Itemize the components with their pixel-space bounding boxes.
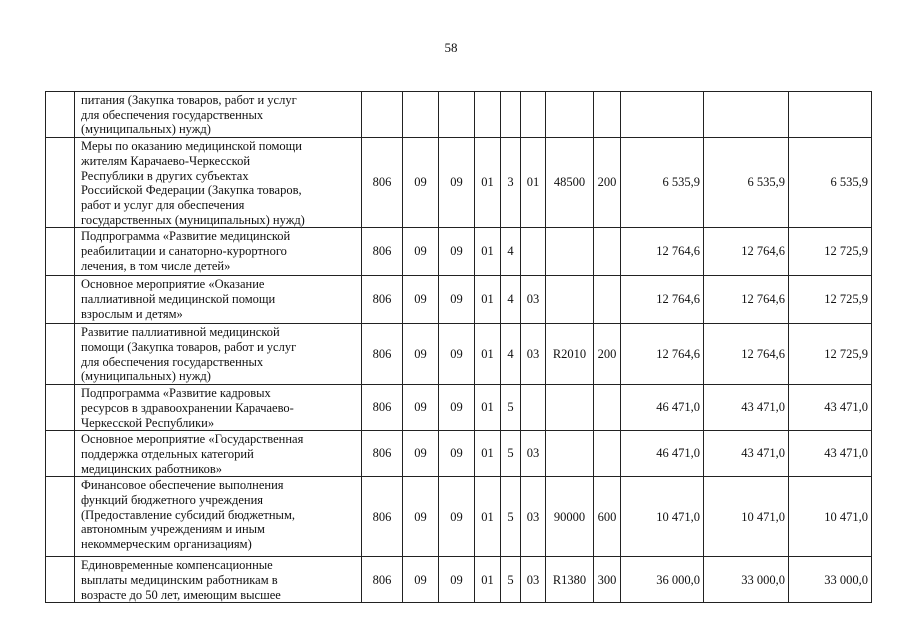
- ministry-code-cell: 806: [362, 138, 403, 228]
- amount-year-3-cell: 43 471,0: [789, 385, 872, 431]
- subsection-code-cell: 09: [439, 385, 475, 431]
- section-code-cell: [403, 92, 439, 138]
- section-code-cell: 09: [403, 385, 439, 431]
- amount-year-2-cell: 43 471,0: [704, 431, 789, 477]
- blank-cell: [46, 324, 75, 385]
- section-code-cell: 09: [403, 324, 439, 385]
- ministry-code-cell: 806: [362, 385, 403, 431]
- name-cell: [75, 431, 362, 477]
- budget-table: [45, 91, 872, 603]
- row-label: Меры по оказанию медицинской помощи жителям Карачаево-Черкесской Республики в других субъектах Российской Федерации (Закупка товаров, работ и услуг для обеспечения государственных (муниципальных) нужд): [81, 139, 305, 227]
- subsection-code-cell: 09: [439, 228, 475, 276]
- table-row: [46, 92, 872, 138]
- amount-year-1-cell: 12 764,6: [621, 228, 704, 276]
- row-label: Подпрограмма «Развитие кадровых ресурсов в здравоохранении Карачаево- Черкесской Республики»: [81, 386, 294, 430]
- subsection-code-cell: [439, 92, 475, 138]
- blank-cell: [46, 477, 75, 557]
- expense-type-cell: 200: [594, 324, 621, 385]
- table-row: [46, 276, 872, 324]
- ministry-code-cell: 806: [362, 324, 403, 385]
- name-cell: [75, 324, 362, 385]
- row-label: Единовременные компенсационные выплаты медицинским работникам в возрасте до 50 лет, имеющим высшее: [81, 558, 281, 602]
- amount-year-3-cell: 6 535,9: [789, 138, 872, 228]
- row-label: Развитие паллиативной медицинской помощи (Закупка товаров, работ и услуг для обеспечения государственных (муниципальных) нужд): [81, 325, 297, 384]
- program-code-cell: 01: [475, 276, 501, 324]
- direction-code-cell: [546, 92, 594, 138]
- ministry-code-cell: 806: [362, 228, 403, 276]
- direction-code-cell: [546, 228, 594, 276]
- direction-code-cell: 48500: [546, 138, 594, 228]
- subprogram-code-cell: 5: [501, 431, 521, 477]
- expense-type-cell: [594, 92, 621, 138]
- section-code-cell: 09: [403, 477, 439, 557]
- expense-type-cell: [594, 431, 621, 477]
- amount-year-2-cell: 6 535,9: [704, 138, 789, 228]
- subprogram-code-cell: 4: [501, 276, 521, 324]
- section-code-cell: 09: [403, 228, 439, 276]
- table-row: [46, 138, 872, 228]
- subprogram-code-cell: 4: [501, 228, 521, 276]
- blank-cell: [46, 92, 75, 138]
- name-cell: [75, 92, 362, 138]
- name-cell: [75, 385, 362, 431]
- amount-year-1-cell: 46 471,0: [621, 385, 704, 431]
- subsection-code-cell: 09: [439, 276, 475, 324]
- ministry-code-cell: 806: [362, 431, 403, 477]
- subsection-code-cell: 09: [439, 324, 475, 385]
- amount-year-1-cell: [621, 92, 704, 138]
- amount-year-1-cell: 46 471,0: [621, 431, 704, 477]
- subprogram-code-cell: 5: [501, 557, 521, 603]
- ministry-code-cell: [362, 92, 403, 138]
- table-row: [46, 477, 872, 557]
- ministry-code-cell: 806: [362, 477, 403, 557]
- blank-cell: [46, 385, 75, 431]
- amount-year-3-cell: 10 471,0: [789, 477, 872, 557]
- blank-cell: [46, 228, 75, 276]
- amount-year-3-cell: 33 000,0: [789, 557, 872, 603]
- section-code-cell: 09: [403, 431, 439, 477]
- amount-year-1-cell: 6 535,9: [621, 138, 704, 228]
- ministry-code-cell: 806: [362, 557, 403, 603]
- expense-type-cell: 200: [594, 138, 621, 228]
- amount-year-1-cell: 12 764,6: [621, 324, 704, 385]
- row-label: Основное мероприятие «Оказание паллиативной медицинской помощи взрослым и детям»: [81, 277, 276, 321]
- row-label: питания (Закупка товаров, работ и услуг для обеспечения государственных (муниципальных) нужд): [81, 93, 297, 137]
- subprogram-code-cell: [501, 92, 521, 138]
- event-code-cell: 03: [521, 324, 546, 385]
- blank-cell: [46, 431, 75, 477]
- program-code-cell: 01: [475, 431, 501, 477]
- amount-year-3-cell: 12 725,9: [789, 324, 872, 385]
- direction-code-cell: [546, 431, 594, 477]
- event-code-cell: 03: [521, 477, 546, 557]
- event-code-cell: [521, 228, 546, 276]
- subprogram-code-cell: 5: [501, 477, 521, 557]
- name-cell: [75, 557, 362, 603]
- program-code-cell: 01: [475, 385, 501, 431]
- blank-cell: [46, 557, 75, 603]
- expense-type-cell: [594, 228, 621, 276]
- name-cell: [75, 276, 362, 324]
- event-code-cell: [521, 385, 546, 431]
- table-row: [46, 431, 872, 477]
- table-row: [46, 324, 872, 385]
- blank-cell: [46, 276, 75, 324]
- amount-year-2-cell: 12 764,6: [704, 228, 789, 276]
- expense-type-cell: [594, 385, 621, 431]
- expense-type-cell: 300: [594, 557, 621, 603]
- table-body: [46, 92, 872, 603]
- subprogram-code-cell: 5: [501, 385, 521, 431]
- amount-year-2-cell: 12 764,6: [704, 324, 789, 385]
- amount-year-1-cell: 10 471,0: [621, 477, 704, 557]
- event-code-cell: 01: [521, 138, 546, 228]
- amount-year-2-cell: 12 764,6: [704, 276, 789, 324]
- table-row: [46, 557, 872, 603]
- expense-type-cell: 600: [594, 477, 621, 557]
- direction-code-cell: [546, 276, 594, 324]
- subsection-code-cell: 09: [439, 557, 475, 603]
- table-row: [46, 228, 872, 276]
- program-code-cell: 01: [475, 324, 501, 385]
- row-label: Финансовое обеспечение выполнения функций бюджетного учреждения (Предоставление субсидий бюджетным, автономным учреждениям и иным некоммерческим организациям): [81, 478, 295, 552]
- blank-cell: [46, 138, 75, 228]
- event-code-cell: [521, 92, 546, 138]
- amount-year-2-cell: 33 000,0: [704, 557, 789, 603]
- amount-year-2-cell: 10 471,0: [704, 477, 789, 557]
- amount-year-3-cell: [789, 92, 872, 138]
- direction-code-cell: [546, 385, 594, 431]
- amount-year-3-cell: 12 725,9: [789, 228, 872, 276]
- page-number: 58: [444, 40, 458, 55]
- amount-year-1-cell: 12 764,6: [621, 276, 704, 324]
- subprogram-code-cell: 3: [501, 138, 521, 228]
- event-code-cell: 03: [521, 276, 546, 324]
- name-cell: [75, 477, 362, 557]
- row-label: Основное мероприятие «Государственная поддержка отдельных категорий медицинских работников»: [81, 432, 304, 476]
- expense-type-cell: [594, 276, 621, 324]
- amount-year-3-cell: 12 725,9: [789, 276, 872, 324]
- section-code-cell: 09: [403, 557, 439, 603]
- program-code-cell: [475, 92, 501, 138]
- subsection-code-cell: 09: [439, 477, 475, 557]
- row-label: Подпрограмма «Развитие медицинской реабилитации и санаторно-курортного лечения, в том числе детей»: [81, 229, 291, 273]
- direction-code-cell: R1380: [546, 557, 594, 603]
- amount-year-2-cell: [704, 92, 789, 138]
- amount-year-2-cell: 43 471,0: [704, 385, 789, 431]
- event-code-cell: 03: [521, 557, 546, 603]
- subprogram-code-cell: 4: [501, 324, 521, 385]
- name-cell: [75, 138, 362, 228]
- direction-code-cell: 90000: [546, 477, 594, 557]
- subsection-code-cell: 09: [439, 431, 475, 477]
- amount-year-1-cell: 36 000,0: [621, 557, 704, 603]
- amount-year-3-cell: 43 471,0: [789, 431, 872, 477]
- program-code-cell: 01: [475, 138, 501, 228]
- ministry-code-cell: 806: [362, 276, 403, 324]
- name-cell: [75, 228, 362, 276]
- program-code-cell: 01: [475, 557, 501, 603]
- event-code-cell: 03: [521, 431, 546, 477]
- section-code-cell: 09: [403, 276, 439, 324]
- direction-code-cell: R2010: [546, 324, 594, 385]
- program-code-cell: 01: [475, 477, 501, 557]
- subsection-code-cell: 09: [439, 138, 475, 228]
- table-row: [46, 385, 872, 431]
- program-code-cell: 01: [475, 228, 501, 276]
- section-code-cell: 09: [403, 138, 439, 228]
